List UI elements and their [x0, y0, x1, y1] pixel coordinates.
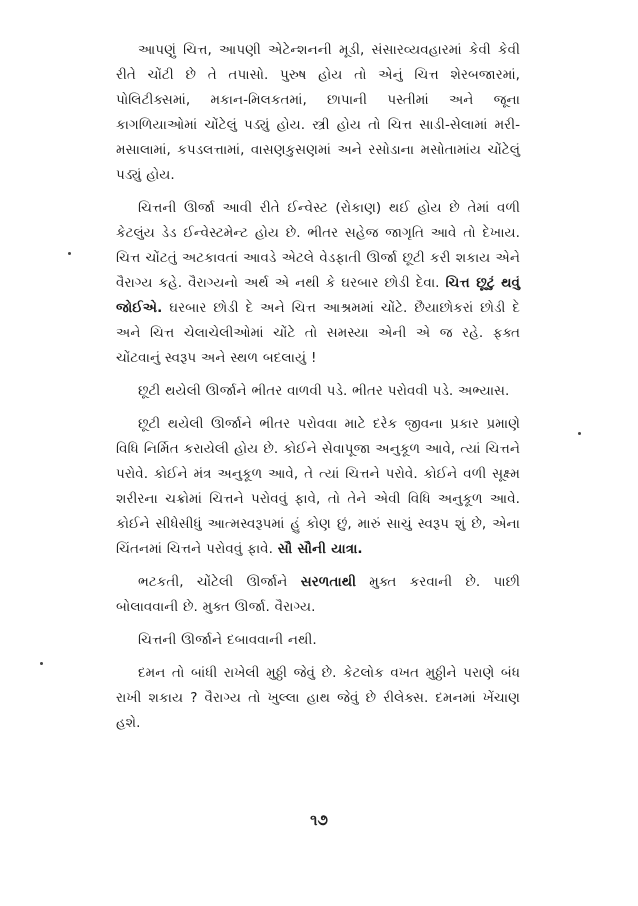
- margin-speck: [40, 662, 43, 665]
- text-run: ચિત્તની ઊર્જા આવી રીતે ઈન્વેસ્ટ (રોકાણ) થઈ હોય છે તેમાં વળી કેટલુંય ડેડ ઈન્વેસ્ટમેન્ટ હોય છે. ભીતર સહેજ જાગૃતિ આવે તો દેખાય. ચિત્ત ચોંટતું અટકાવતાં આવડે એટલે વેડફાતી ઊર્જા છૂટી કરી શકાય એને વૈરાગ્ય કહે. વૈરાગ્યનો અર્થ એ નથી કે ઘરબાર છોડી દેવા.: [116, 200, 520, 291]
- margin-speck: [68, 252, 71, 255]
- paragraph: [116, 628, 520, 653]
- paragraph: [116, 38, 520, 188]
- body-text: [116, 38, 520, 736]
- margin-speck: [578, 432, 581, 435]
- text-run: ભટકતી, ચોંટેલી ઊર્જાને: [138, 574, 301, 590]
- text-run: ચિત્તની ઊર્જાને દબાવવાની નથી.: [138, 632, 317, 648]
- bold-text-run: સૌ સૌની યાત્રા.: [277, 541, 363, 557]
- paragraph: [116, 196, 520, 371]
- text-run: આપણું ચિત્ત, આપણી એટેન્શનની મૂડી, સંસારવ્યવહારમાં કેવી કેવી રીતે ચોંટી છે તે તપાસો. પુરુષ હોય તો એનું ચિત્ત શેરબજારમાં, પોલિટીક્સમાં, મકાન-મિલકતમાં, છાપાની પસ્તીમાં અને જૂના કાગળિયાઓમાં ચોંટેલું પડ્યું હોય. સ્ત્રી હોય તો ચિત્ત સાડી-સેલામાં મરી-મસાલામાં, કપડલત્તામાં, વાસણકુસણમાં અને રસોડાના મસોતામાંય ચોંટેલું પડ્યું હોય.: [116, 42, 520, 183]
- paragraph: [116, 570, 520, 620]
- paragraph: [116, 412, 520, 562]
- bold-text-run: ચિત્ત છૂટું થવું જોઈએ.: [116, 275, 520, 316]
- paragraph: [116, 661, 520, 736]
- text-run: દમન તો બાંધી રાખેલી મુઠ્ઠી જેવું છે. કેટલોક વખત મુઠ્ઠીને પરાણે બંધ રાખી શકાય ? વૈરાગ્ય તો ખુલ્લા હાથ જેવું છે રીલેક્સ. દમનમાં ખેંચાણ હશે.: [116, 665, 520, 731]
- text-run: મુક્ત કરવાની છે. પાછી બોલાવવાની છે. મુક્ત ઊર્જા. વૈરાગ્ય.: [116, 574, 521, 615]
- text-run: ઘરબાર છોડી દે અને ચિત્ત આશ્રમમાં ચોંટે. છૈયાછોકરાં છોડી દે અને ચિત્ત ચેલાચેલીઓમાં ચોંટે તો સમસ્યા એની એ જ રહે. ફક્ત ચોંટવાનું સ્વરૂપ અને સ્થળ બદલાયું !: [116, 300, 520, 366]
- text-run: છૂટી થયેલી ઊર્જાને ભીતર પરોવવા માટે દરેક જીવના પ્રકાર પ્રમાણે વિધિ નિર્મિત કરાયેલી હોય છે. કોઈને સેવાપૂજા અનુકૂળ આવે, ત્યાં ચિત્તને પરોવે. કોઈને મંત્ર અનુકૂળ આવે, તે ત્યાં ચિત્તને પરોવે. કોઈને વળી સૂક્ષ્મ શરીરના ચક્રોમાં ચિત્તને પરોવવું ફાવે, તો તેને એવી વિધિ અનુકૂળ આવે. કોઈને સીધેસીધું આત્મસ્વરૂપમાં હું કોણ છું, મારું સાચું સ્વરૂપ શું છે, એના ચિંતનમાં ચિત્તને પરોવવું ફાવે.: [116, 416, 520, 557]
- paragraph: [116, 379, 520, 404]
- page-number: ૧૭: [310, 811, 328, 829]
- bold-text-run: સરળતાથી: [300, 574, 357, 590]
- text-run: છૂટી થયેલી ઊર્જાને ભીતર વાળવી પડે. ભીતર પરોવવી પડે. અભ્યાસ.: [138, 383, 510, 399]
